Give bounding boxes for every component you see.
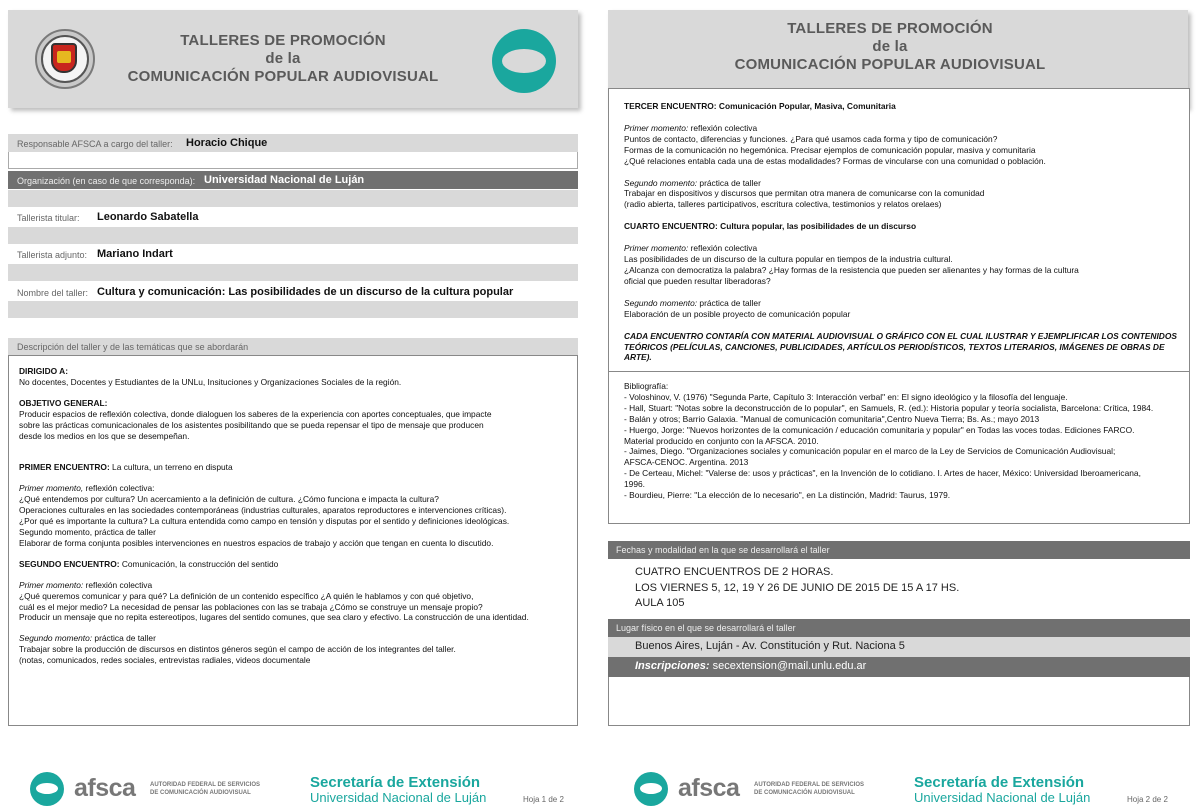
adjunto-field	[8, 245, 578, 263]
fechas-box	[608, 561, 1190, 619]
inscripciones-email[interactable]: secextension@mail.unlu.edu.ar	[709, 660, 867, 672]
afsca-subtitle: AUTORIDAD FEDERAL DE SERVICIOS DE COMUNICACIÓN AUDIOVISUAL	[754, 782, 865, 796]
tercer-moment1-rest: reflexión colectiva	[688, 122, 758, 133]
page-1	[0, 0, 592, 807]
tercer-moment2: Segundo momento:	[624, 177, 698, 188]
descripcion-box	[8, 355, 578, 726]
afsca-ring-icon	[492, 29, 556, 93]
segundo-moment1-rest: reflexión colectiva	[83, 579, 153, 590]
footer	[604, 760, 1196, 807]
cuarto-moment1: Primer momento:	[624, 243, 689, 254]
page-header	[8, 10, 578, 108]
segundo-moment1: Primer momento:	[19, 579, 84, 590]
blank-row	[8, 301, 578, 318]
primer-subtitle: La cultura, un terreno en disputa	[109, 462, 233, 473]
nombre-value: Cultura y comunicación: Las posibilidades de un discurso de la cultura popular	[97, 286, 514, 298]
tercer-text2: Trabajar en dispositivos y discursos que permitan otra manera de comunicarse con la comunidad (radio abierta, talleres participativos, escritura colectiva, testimonios y relatos orelaes)	[624, 188, 985, 210]
responsable-field	[8, 134, 578, 152]
organizacion-field	[8, 171, 578, 189]
primer-text: ¿Qué entendemos por cultura? Un acercamiento a la definición de cultura. ¿Cómo funciona e impacta la cultura? Operaciones culturales en las sociedades contemporáneas (industrias culturales, aparatos reproductores e intervenciones críticas). ¿Por qué es importante la cultura? La cultura entendida como campo en tensión y disputas por el sentido y definiciones ideológicas. Segundo momento, práctica de taller Elaborar de forma conjunta posibles intervenciones en nuestros espacios de trabajo y acción que tengan en cuenta lo discutido.	[19, 494, 510, 548]
afsca-wordmark: afsca	[74, 774, 136, 802]
descripcion-label: Descripción del taller y de las temáticas que se abordarán	[8, 338, 578, 355]
titular-field	[8, 208, 578, 226]
segundo-subtitle: Comunicación, la construcción del sentido	[119, 558, 279, 569]
secretaria-subtitle: Universidad Nacional de Luján	[914, 790, 1091, 805]
page-title: TALLERES DE PROMOCIÓN de la COMUNICACIÓN POPULAR AUDIOVISUAL	[127, 32, 439, 85]
blank-row	[8, 190, 578, 207]
primer-moment: Primer momento,	[19, 483, 84, 494]
tercer-moment1: Primer momento:	[624, 122, 689, 133]
inscripciones	[608, 657, 1190, 677]
fechas-line1: CUATRO ENCUENTROS DE 2 HORAS.	[635, 566, 834, 578]
segundo-title: SEGUNDO ENCUENTRO:	[19, 558, 120, 569]
adjunto-value: Mariano Indart	[97, 248, 173, 260]
titular-value: Leonardo Sabatella	[97, 211, 199, 223]
afsca-logo-icon	[30, 772, 64, 806]
inscripciones-label: Inscripciones:	[635, 660, 710, 672]
adjunto-label: Tallerista adjunto:	[17, 250, 88, 260]
tercer-text: Puntos de contacto, diferencias y funciones. ¿Para qué usamos cada forma y tipo de comunicación? Formas de la comunicación no hegemónica. Precisar ejemplos de comunicación popular, masiva y comunitaria ¿Qué relaciones entabla cada una de estas modalidades? Formas de vincularse con una comunidad o población.	[624, 133, 1046, 166]
cuarto-moment2-rest: práctica de taller	[697, 297, 761, 308]
afsca-logo-icon	[634, 772, 668, 806]
cuarto-moment2: Segundo momento:	[624, 297, 698, 308]
fechas-label: Fechas y modalidad en la que se desarrollará el taller	[608, 541, 1190, 559]
segundo-moment2-rest: práctica de taller	[92, 633, 156, 644]
fechas-line2: LOS VIERNES 5, 12, 19 Y 26 DE JUNIO DE 2015 DE 15 A 17 HS.	[635, 581, 960, 594]
blank-row	[8, 264, 578, 281]
encuentros-box	[608, 88, 1190, 524]
blank-row	[8, 152, 578, 169]
page-number: Hoja 2 de 2	[1127, 795, 1168, 804]
cuarto-text2: Elaboración de un posible proyecto de comunicación popular	[624, 308, 851, 319]
bibliografia-text: - Voloshinov, V. (1976) "Segunda Parte, Capítulo 3: Interacción verbal" en: El signo ideológico y la filosofía del lenguaje. - Hall, Stuart: "Notas sobre la deconstrucción de lo popular", en Samuels, R. (ed.): Historia popular y teoría socialista, Barcelona: Crítica, 1984. - Balán y otros; Barrio Galaxia. "Manual de comunicación comunitaria",Centro Nueva Tierra; Bs. As.; mayo 2013 - Huergo, Jorge: "Nuevos horizontes de la comunicación / educación comunitaria y popular" en Todas las voces todas. Ediciones FARCO. Material producido en conjunto con la AFSCA. 2010. - Jaimes, Diego. "Organizaciones sociales y comunicación popular en el marco de la Ley de Servicios de Comunicación Audiovisual; AFSCA-CENOC. Argentina. 2013 - De Certeau, Michel: "Valerse de: usos y prácticas", en la Invención de lo cotidiano. I. Artes de hacer, México: Universidad Iberoamericana, 1996. - Bourdieu, Pierre: "La elección de lo necesario", en La distinción, Madrid: Taurus, 1979.	[624, 391, 1154, 501]
footer	[0, 760, 592, 807]
segundo-moment2: Segundo momento:	[19, 633, 93, 644]
bibliografia	[624, 381, 1184, 501]
encuentros-content	[624, 101, 1179, 363]
cada-encuentro-note: CADA ENCUENTRO CONTARÍA CON MATERIAL AUDIOVISUAL O GRÁFICO CON EL CUAL ILUSTRAR Y EJEMPLIFICAR LOS CONTENIDOS TEÓRICOS (PELÍCULAS, CANCIONES, PUBLICIDADES, ARTÍCULOS PERIODÍSTICOS, TEXTOS LITERARIOS, IMÁGENES DE OBRAS DE ARTE).	[624, 330, 1177, 363]
cuarto-moment1-rest: reflexión colectiva	[688, 243, 758, 254]
organizacion-label: Organización (en caso de que corresponda):	[17, 176, 196, 186]
tercer-title: TERCER ENCUENTRO: Comunicación Popular, Masiva, Comunitaria	[624, 101, 896, 111]
divider	[609, 371, 1189, 372]
nombre-field	[8, 283, 578, 301]
page-number: Hoja 1 de 2	[523, 795, 564, 804]
secretaria-subtitle: Universidad Nacional de Luján	[310, 790, 487, 805]
responsable-value: Horacio Chique	[186, 137, 268, 149]
dirigido-text: No docentes, Docentes y Estudiantes de la UNLu, Insituciones y Organizaciones Sociales de la región.	[19, 376, 402, 387]
dirigido-title: DIRIGIDO A:	[19, 366, 69, 376]
lugar-label: Lugar físico en el que se desarrollará el taller	[608, 619, 1190, 637]
blank-area	[608, 677, 1190, 726]
page-2	[604, 0, 1196, 807]
cuarto-text: Las posibilidades de un discurso de la cultura popular en tiempos de la industria cultural. ¿Alcanza con democratiza la palabra? ¿Hay formas de la resistencia que pueden ser alienantes y hay formas de la cultura oficial que pueden resultar liberadoras?	[624, 254, 1079, 286]
secretaria-title: Secretaría de Extensión	[310, 774, 481, 791]
segundo-text: ¿Qué queremos comunicar y para qué? La definición de un contenido específico ¿A quién le hablamos y con qué objetivo, cuál es el mejor medio? La necesidad de pensar las poblaciones con las se trabaja ¿Cómo se construye un mensaje propio? Producir un mensaje que no repita estereotipos, lugares del sentido comunes, que sea claro y efectivo. La construcción de una identidad.	[19, 590, 529, 623]
organizacion-value: Universidad Nacional de Luján	[204, 174, 365, 186]
objetivo-text: Producir espacios de reflexión colectiva, donde dialoguen los saberes de la experiencia con aportes conceptuales, que impacte sobre las prácticas comunicacionales de los asistentes posibilitando que se pueda repensar el tipo de mensaje que producen desde los medios en los que se desempeñan.	[19, 408, 492, 441]
page-title: TALLERES DE PROMOCIÓN de la COMUNICACIÓN POPULAR AUDIOVISUAL	[734, 20, 1046, 73]
tercer-moment2-rest: práctica de taller	[697, 177, 761, 188]
blank-row	[8, 227, 578, 244]
bibliografia-title: Bibliografía:	[624, 381, 669, 391]
cuarto-title: CUARTO ENCUENTRO: Cultura popular, las posibilidades de un discurso	[624, 221, 917, 232]
segundo-text2: Trabajar sobre la producción de discursos en distintos géneros según el campo de acción de los integrantes del taller. (notas, comunicados, redes sociales, entrevistas radiales, videos documentale	[19, 644, 456, 666]
secretaria-title: Secretaría de Extensión	[914, 774, 1085, 791]
objetivo-title: OBJETIVO GENERAL:	[19, 397, 108, 408]
lugar-value: Buenos Aires, Luján - Av. Constitución y Rut. Naciona 5	[608, 637, 1190, 657]
primer-moment-rest: reflexión colectiva:	[83, 483, 155, 494]
nombre-label: Nombre del taller:	[17, 288, 89, 298]
responsable-label: Responsable AFSCA a cargo del taller:	[17, 139, 173, 149]
afsca-wordmark: afsca	[678, 774, 740, 802]
titular-label: Tallerista titular:	[17, 213, 80, 223]
afsca-subtitle: AUTORIDAD FEDERAL DE SERVICIOS DE COMUNICACIÓN AUDIOVISUAL	[150, 782, 261, 796]
primer-title: PRIMER ENCUENTRO:	[19, 462, 110, 473]
fechas-line3: AULA 105	[635, 597, 685, 609]
